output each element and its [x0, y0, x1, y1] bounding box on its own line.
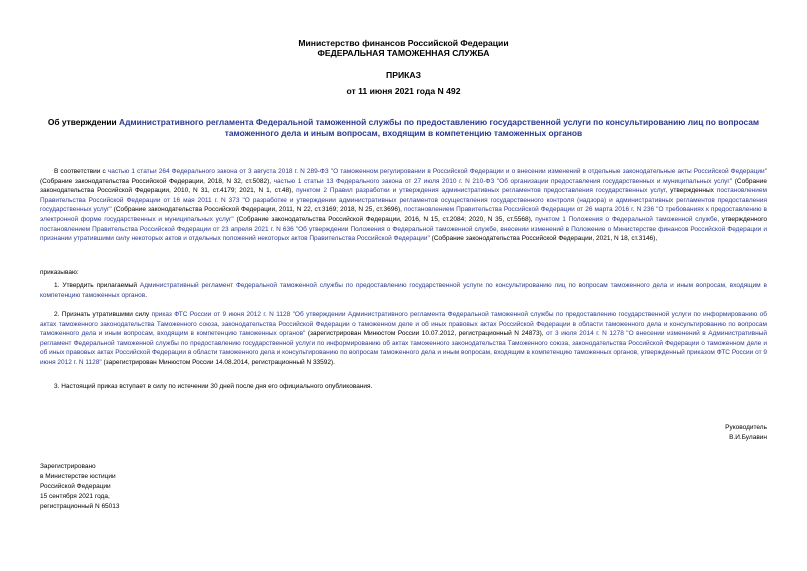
preamble-link-5[interactable]: постановлением Правительства Российской Федерации от 26 марта 2016 г. N 236 "О требованиях к предоставлению в электронной форме государственных и муниципальных услуг" — [40, 206, 767, 223]
registration-line-3: Российской Федерации — [40, 483, 111, 490]
item2-link-2[interactable]: от 3 июля 2014 г. N 1278 "О внесении изменений в Административный регламент Федеральной таможенной службы по предоставлению государственной услуги по информированию об актах таможенного законодательства Таможенного союза, законодательства Российской Федерации о таможенном деле и об иных правовых актах Российской Федерации в области таможенного дела и консультированию по вопросам таможенного дела и иным вопросам, входящим в компетенцию таможенных органов, утвержденный приказом ФТС России от 9 июня 2012 г. N 1128" — [40, 330, 767, 366]
doc-title — [40, 117, 767, 139]
item-3-paragraph — [40, 382, 767, 392]
preamble-text-8: (Собрание законодательства Российской Федерации, 2021, N 18, ст.3146), — [429, 235, 658, 243]
preamble-text-7: , утвержденного — [717, 215, 768, 223]
preamble-paragraph — [40, 167, 767, 244]
item-2-paragraph — [40, 310, 767, 368]
preamble-link-3[interactable]: пунктом 2 Правил разработки и утверждения административных регламентов предоставления государственных услуг — [296, 187, 666, 195]
signer-position: Руководитель — [725, 424, 767, 431]
doc-date-number: от 11 июня 2021 года N 492 — [346, 86, 461, 96]
ministry-name: Министерство финансов Российской Федерации — [298, 38, 509, 48]
registration-line-1: Зарегистрировано — [40, 463, 96, 470]
preamble-link-1[interactable]: частью 1 статьи 264 Федерального закона от 3 августа 2018 г. N 289-ФЗ "О таможенном регулировании в Российской Федерации и о внесении изменений в отдельные законодательные акты Российской Федерации" — [107, 168, 767, 175]
registration-line-2: в Министерстве юстиции — [40, 473, 116, 480]
item2-text-2: (зарегистрирован Минюстом России 10.07.2012, регистрационный N 24873), — [305, 330, 547, 338]
preamble-text-3: (Собрание законодательства Российской Федерации, 2010, N 31, ст.4179; 2021, N 1, ст.48), — [40, 177, 767, 195]
service-name: ФЕДЕРАЛЬНАЯ ТАМОЖЕННАЯ СЛУЖБА — [317, 48, 490, 58]
preamble-text-5: (Собрание законодательства Российской Федерации, 2011, N 22, ст.3169; 2018, N 25, ст.3696), — [111, 206, 404, 214]
preamble-link-2[interactable]: частью 1 статьи 13 Федерального закона от 27 июля 2010 г. N 210-ФЗ "Об организации предоставления государственных и муниципальных услуг" — [273, 177, 733, 185]
item1-text-2: . — [145, 291, 148, 299]
item3-text: 3. Настоящий приказ вступает в силу по истечении 30 дней после дня его официального опубликования. — [54, 383, 373, 390]
title-prefix: Об утверждении — [47, 117, 120, 127]
doc-type: ПРИКАЗ — [386, 70, 421, 80]
preamble-text-2: (Собрание законодательства Российской Федерации, 2018, N 32, ст.5082), — [40, 177, 274, 185]
item2-text-3: (зарегистрирован Минюстом России 14.08.2014, регистрационный N 33592). — [101, 358, 335, 366]
preamble-text-4: , утвержденных — [665, 187, 717, 195]
item1-link-1[interactable]: Административный регламент Федеральной таможенной службы по предоставлению государственной услуги по консультированию лиц по вопросам таможенного дела и иным вопросам, входящим в компетенцию таможенных органов — [40, 282, 767, 299]
item2-text-1: 2. Признать утратившими силу — [54, 311, 152, 318]
preamble-link-4[interactable]: постановлением Правительства Российской Федерации от 16 мая 2011 г. N 373 "О разработке и утверждении административных регламентов осуществления государственного контроля (надзора) и административных регламентов предоставления государственных услуг" — [40, 187, 767, 214]
preamble-text-1: В соответствии с — [54, 168, 108, 175]
item-1-paragraph — [40, 281, 767, 300]
signer-name: В.И.Булавин — [729, 434, 767, 441]
title-link[interactable]: Административного регламента Федеральной таможенной службы по предоставлению государственной услуги по консультированию лиц по вопросам таможенного дела и иным вопросам, входящим в компетенцию таможенных органов — [119, 117, 760, 138]
preamble-link-6[interactable]: пунктом 1 Положения о Федеральной таможенной службе — [535, 215, 718, 223]
registration-line-5: регистрационный N 65013 — [40, 503, 120, 510]
preamble-link-7[interactable]: постановлением Правительства Российской Федерации от 23 апреля 2021 г. N 636 "Об утверждении Положения о Федеральной таможенной службе, внесении изменений в Положение о Министерстве финансов Российской Федерации и признании утратившими силу некоторых актов и отдельных положений некоторых актов Правительства Российской Федерации" — [40, 225, 767, 243]
item2-link-1[interactable]: приказ ФТС России от 9 июня 2012 г. N 1128 "Об утверждении Административного регламента Федеральной таможенной службы по предоставлению государственной услуги по информированию об актах таможенного законодательства Таможенного союза, законодательства Российской Федерации о таможенном деле и об иных правовых актах Российской Федерации в области таможенного дела и консультированию по вопросам таможенного дела и иным вопросам, входящим в компетенцию таможенных органов" — [40, 311, 768, 338]
registration-line-4: 15 сентября 2021 года, — [40, 493, 110, 500]
preamble-text-6: (Собрание законодательства Российской Федерации, 2016, N 15, ст.2084; 2020, N 35, ст.5568), — [233, 215, 536, 223]
item1-text-1: 1. Утвердить прилагаемый — [54, 282, 140, 289]
order-word: приказываю: — [40, 269, 79, 276]
